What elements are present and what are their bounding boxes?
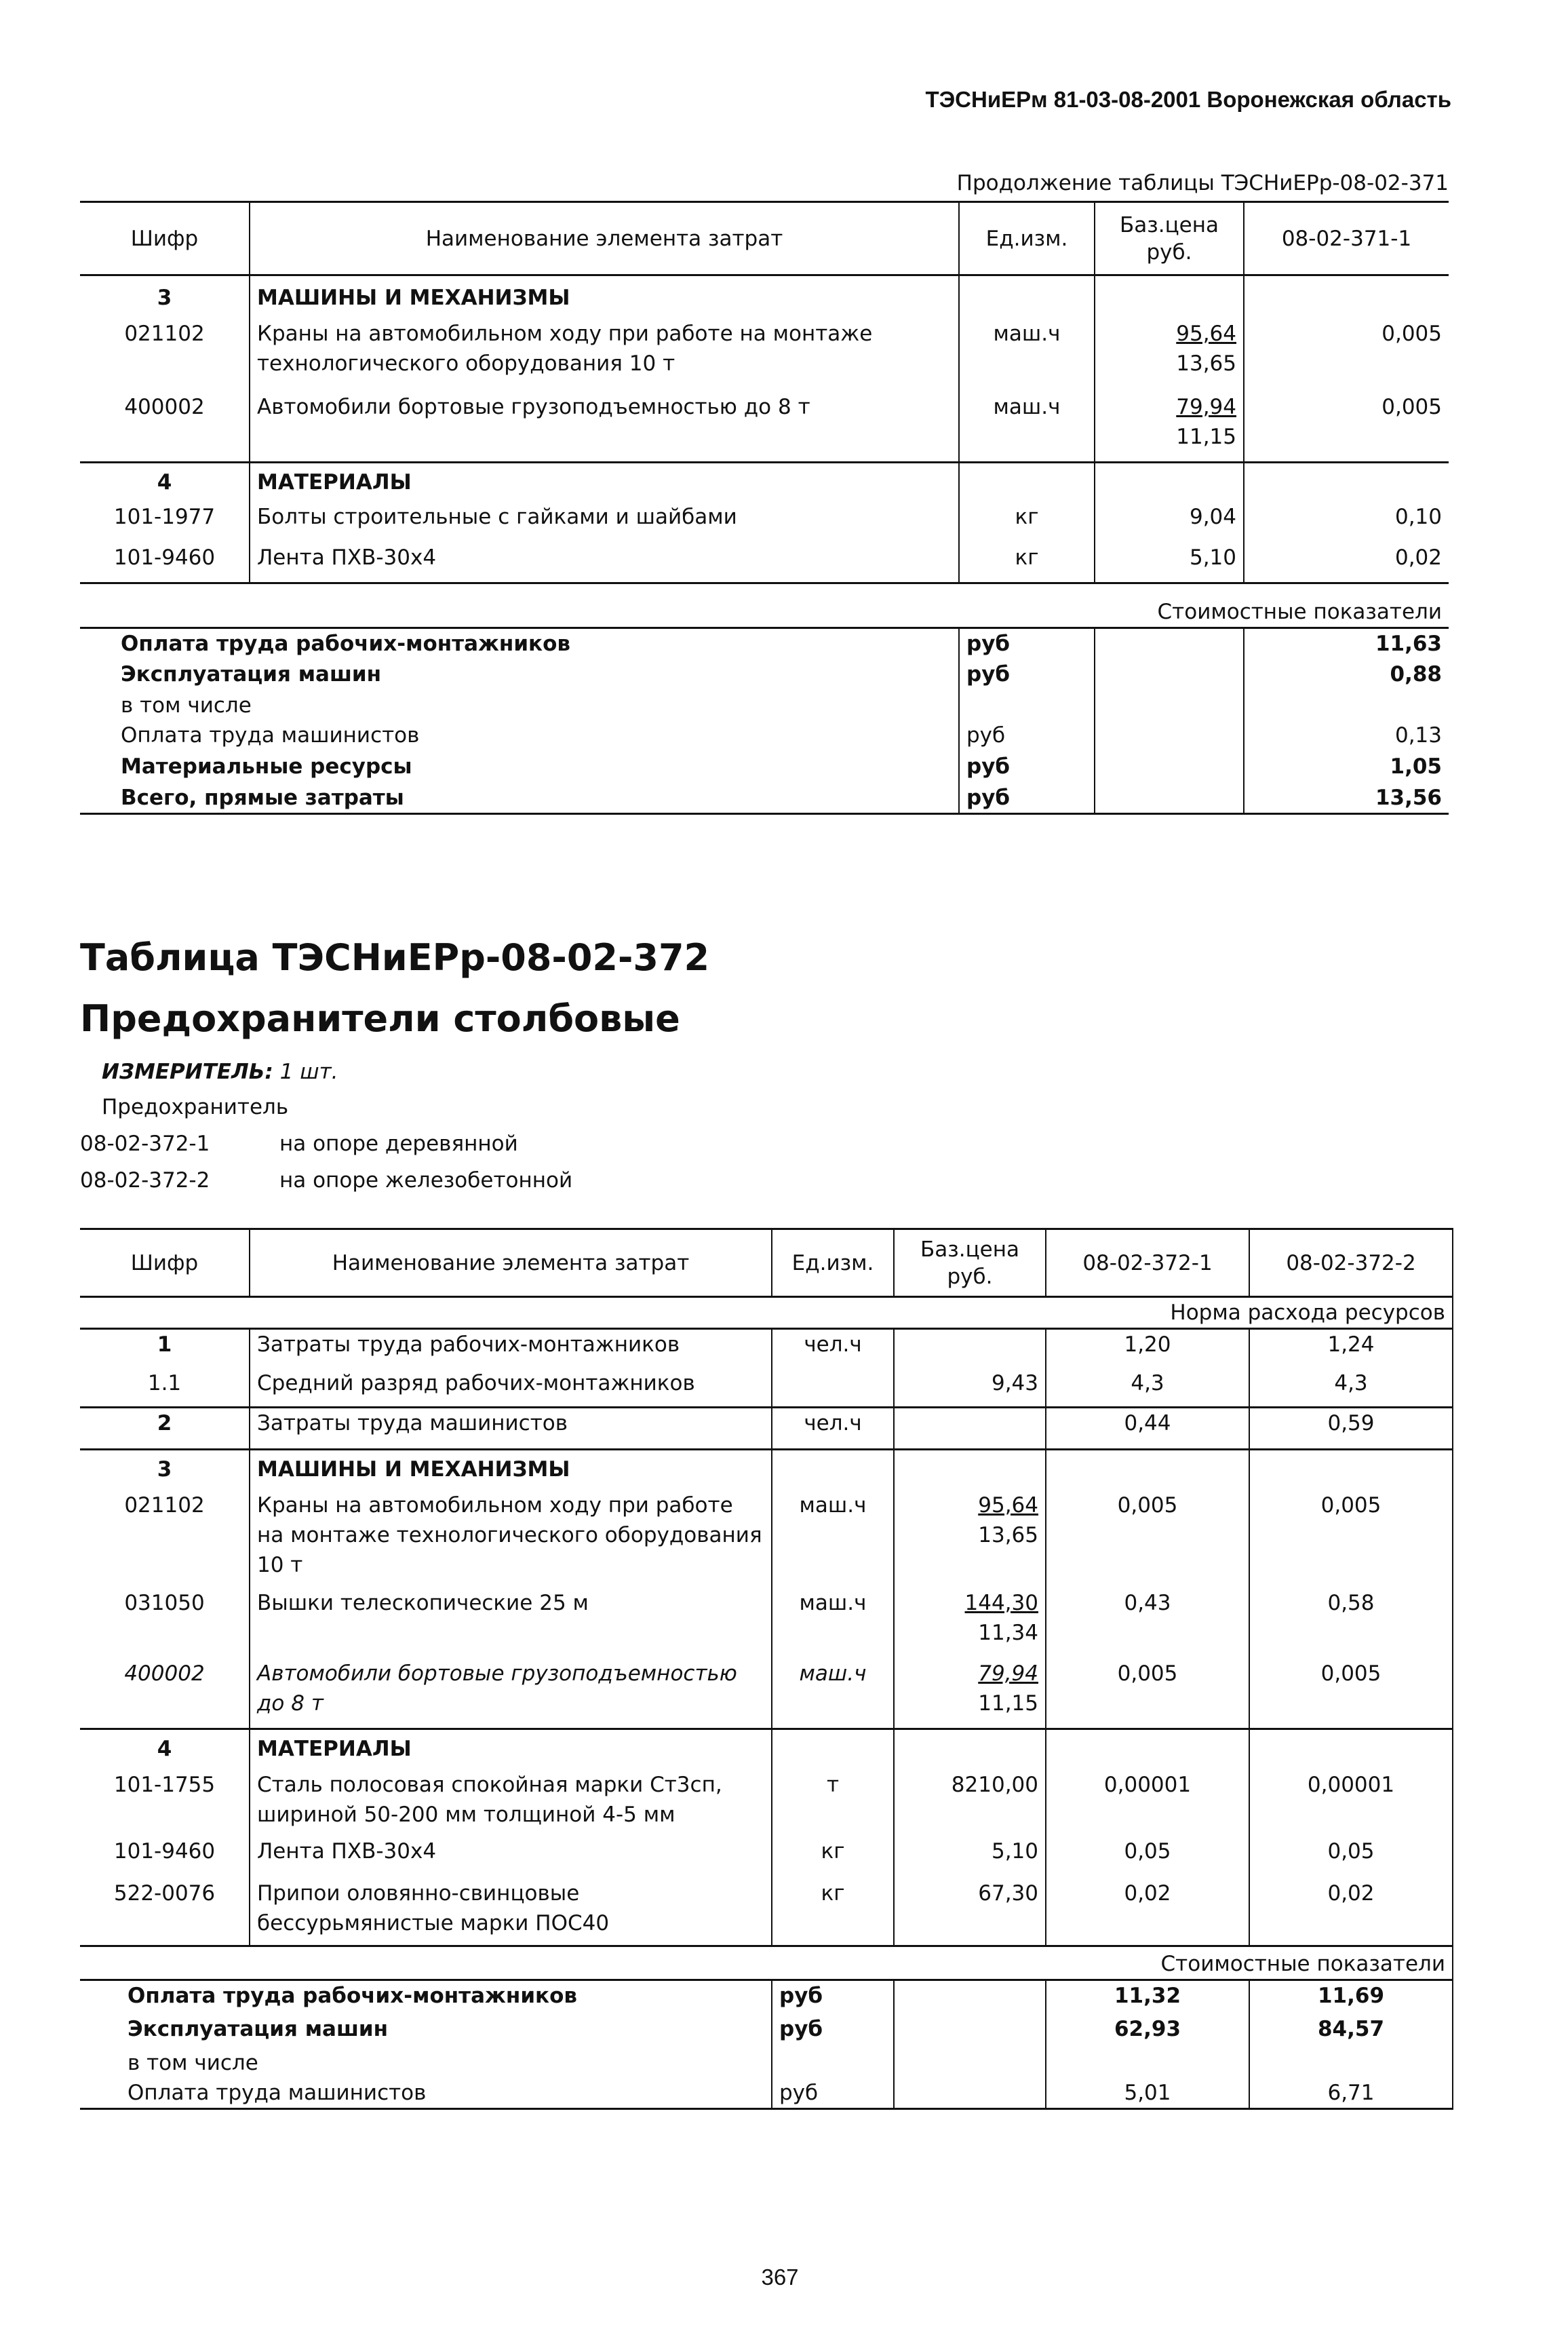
table-row bbox=[80, 2014, 1453, 2048]
col-norm2-header: 08-02-372-2 bbox=[1249, 1229, 1453, 1297]
row-name: Припои оловянно-свинцовые бессурьмянистые марки ПОС40 bbox=[250, 1878, 772, 1946]
row-code: 2 bbox=[80, 1408, 250, 1450]
table-371 bbox=[80, 201, 1449, 815]
table-row bbox=[80, 392, 1449, 463]
row-name: Болты строительные с гайками и шайбами bbox=[250, 502, 959, 543]
cost-name: Материальные ресурсы bbox=[121, 754, 412, 779]
cost-value: 0,13 bbox=[1244, 720, 1449, 752]
row-value-1: 0,005 bbox=[1046, 1659, 1249, 1729]
section-title: МАТЕРИАЛЫ bbox=[250, 463, 959, 502]
table-row bbox=[80, 1980, 1453, 2014]
cost-name: в том числе bbox=[128, 2050, 258, 2075]
cost-unit: руб bbox=[959, 720, 1095, 752]
row-unit: кг bbox=[772, 1878, 894, 1946]
table-row bbox=[80, 1878, 1453, 1946]
row-price: 9,04 bbox=[1095, 502, 1244, 543]
table-row bbox=[80, 752, 1449, 783]
cost-value-2: 11,69 bbox=[1249, 1980, 1453, 2014]
table-subtitle: Предохранители столбовые bbox=[80, 997, 680, 1040]
row-value-1: 0,05 bbox=[1046, 1836, 1249, 1878]
row-code: 101-9460 bbox=[113, 1838, 216, 1864]
col-name-header: Наименование элемента затрат bbox=[250, 202, 959, 275]
cost-unit: руб bbox=[959, 659, 1095, 691]
cost-value: 13,56 bbox=[1244, 783, 1449, 814]
variant-desc: на опоре деревянной bbox=[279, 1132, 518, 1156]
cost-value-1: 5,01 bbox=[1046, 2078, 1249, 2109]
row-value-1: 4,3 bbox=[1046, 1368, 1249, 1408]
col-unit-header: Ед.изм. bbox=[772, 1229, 894, 1297]
row-name: Вышки телескопические 25 м bbox=[250, 1588, 772, 1659]
section-code: 3 bbox=[157, 1457, 172, 1482]
section-title: МАШИНЫ И МЕХАНИЗМЫ bbox=[250, 1450, 772, 1490]
row-value-2: 1,24 bbox=[1249, 1329, 1453, 1368]
cost-unit: руб bbox=[959, 783, 1095, 814]
row-code: 1.1 bbox=[80, 1368, 250, 1408]
row-value-1: 0,43 bbox=[1046, 1588, 1249, 1659]
row-price-sub: 11,34 bbox=[978, 1620, 1038, 1645]
row-value-1: 0,44 bbox=[1046, 1408, 1249, 1450]
row-code: 101-1977 bbox=[113, 504, 216, 529]
row-unit: маш.ч bbox=[772, 1659, 894, 1729]
col-norm1-header: 08-02-372-1 bbox=[1046, 1229, 1249, 1297]
table-row bbox=[80, 1408, 1453, 1450]
cost-value-2: 84,57 bbox=[1249, 2014, 1453, 2048]
row-unit: маш.ч bbox=[959, 319, 1095, 392]
row-price: 95,64 bbox=[1176, 321, 1236, 346]
row-name: Автомобили бортовые грузоподъемностью до 8 т bbox=[250, 1659, 772, 1729]
row-price: 9,43 bbox=[894, 1368, 1046, 1408]
cost-name: в том числе bbox=[121, 693, 252, 718]
row-value-2: 0,00001 bbox=[1249, 1770, 1453, 1836]
row-name: Лента ПХВ-30х4 bbox=[250, 543, 959, 583]
row-code: 021102 bbox=[124, 321, 205, 346]
section-title: МАШИНЫ И МЕХАНИЗМЫ bbox=[250, 275, 959, 319]
cost-value: 1,05 bbox=[1244, 752, 1449, 783]
row-price: 79,94 bbox=[978, 1661, 1038, 1686]
variant-desc: на опоре железобетонной bbox=[279, 1168, 573, 1193]
table-row bbox=[80, 2078, 1453, 2109]
row-value-2: 0,59 bbox=[1249, 1408, 1453, 1450]
row-unit: кг bbox=[959, 502, 1095, 543]
row-name: Краны на автомобильном ходу при работе на монтаже технологического оборудования 10 т bbox=[250, 1490, 772, 1588]
table-row bbox=[80, 1368, 1453, 1408]
row-value-2: 0,005 bbox=[1249, 1490, 1453, 1588]
row-unit: маш.ч bbox=[772, 1588, 894, 1659]
col-code-header: Шифр bbox=[80, 1229, 250, 1297]
row-code: 1 bbox=[157, 1332, 172, 1357]
row-unit: кг bbox=[772, 1836, 894, 1878]
row-name: Затраты труда машинистов bbox=[250, 1408, 772, 1450]
variant-code: 08-02-372-2 bbox=[80, 1168, 210, 1193]
cost-indicators-label: Стоимостные показатели bbox=[80, 1946, 1453, 1980]
row-value-2: 0,58 bbox=[1249, 1588, 1453, 1659]
table-row bbox=[80, 1490, 1453, 1588]
row-unit: маш.ч bbox=[959, 392, 1095, 463]
row-price: 5,10 bbox=[894, 1836, 1046, 1878]
cost-unit: руб bbox=[959, 752, 1095, 783]
meter-value: 1 шт. bbox=[279, 1060, 338, 1084]
table-row bbox=[80, 628, 1449, 659]
norm-label: Норма расхода ресурсов bbox=[80, 1297, 1453, 1329]
table-row bbox=[80, 720, 1449, 752]
row-name: Лента ПХВ-30х4 bbox=[250, 1836, 772, 1878]
cost-value-2: 6,71 bbox=[1249, 2078, 1453, 2109]
page-number: 367 bbox=[761, 2264, 799, 2290]
item-name: Предохранитель bbox=[102, 1095, 289, 1119]
cost-unit: руб bbox=[772, 1980, 894, 2014]
row-value: 0,005 bbox=[1244, 392, 1449, 463]
row-name: Затраты труда рабочих-монтажников bbox=[250, 1329, 772, 1368]
cost-unit: руб bbox=[959, 628, 1095, 659]
table-row bbox=[80, 543, 1449, 583]
table-row bbox=[80, 502, 1449, 543]
row-value-2: 0,005 bbox=[1249, 1659, 1453, 1729]
table-title: Таблица ТЭСНиЕРр-08-02-372 bbox=[80, 936, 710, 979]
section-code: 4 bbox=[157, 1737, 172, 1761]
row-value-2: 0,05 bbox=[1249, 1836, 1453, 1878]
row-value: 0,10 bbox=[1244, 502, 1449, 543]
cost-name: Оплата труда рабочих-монтажников bbox=[121, 632, 570, 656]
section-code: 4 bbox=[157, 470, 172, 495]
row-name: Средний разряд рабочих-монтажников bbox=[250, 1368, 772, 1408]
row-price-sub: 13,65 bbox=[978, 1522, 1038, 1547]
row-code: 400002 bbox=[80, 1659, 250, 1729]
cost-name: Оплата труда рабочих-монтажников bbox=[128, 1984, 577, 2008]
cost-name: Всего, прямые затраты bbox=[80, 783, 959, 814]
row-value: 0,005 bbox=[1244, 319, 1449, 392]
row-unit: чел.ч bbox=[772, 1408, 894, 1450]
row-value-2: 4,3 bbox=[1249, 1368, 1453, 1408]
row-code: 522-0076 bbox=[113, 1881, 216, 1906]
row-price: 67,30 bbox=[894, 1878, 1046, 1946]
row-price-sub: 11,15 bbox=[978, 1691, 1038, 1716]
col-price-header: Баз.цена руб. bbox=[1095, 202, 1244, 275]
table-row bbox=[80, 1836, 1453, 1878]
row-value-1: 0,02 bbox=[1046, 1878, 1249, 1946]
row-code: 101-1755 bbox=[113, 1772, 216, 1797]
table-row bbox=[80, 783, 1449, 814]
page-header: ТЭСНиЕРм 81-03-08-2001 Воронежская область bbox=[925, 87, 1451, 112]
col-unit-header: Ед.изм. bbox=[959, 202, 1095, 275]
row-code: 400002 bbox=[80, 392, 250, 463]
row-name: Сталь полосовая спокойная марки Ст3сп, шириной 50-200 мм толщиной 4-5 мм bbox=[250, 1770, 772, 1836]
row-code: 101-9460 bbox=[113, 545, 216, 570]
cost-value-1: 62,93 bbox=[1046, 2014, 1249, 2048]
row-value-1: 0,005 bbox=[1046, 1490, 1249, 1588]
row-name: Краны на автомобильном ходу при работе на монтаже технологического оборудования 10 т bbox=[250, 319, 959, 392]
section-code: 3 bbox=[157, 286, 172, 310]
row-price-sub: 11,15 bbox=[1176, 424, 1236, 449]
cost-unit: руб bbox=[772, 2078, 894, 2109]
row-price: 144,30 bbox=[964, 1590, 1038, 1615]
row-value-2: 0,02 bbox=[1249, 1878, 1453, 1946]
table-row bbox=[80, 659, 1449, 691]
col-code-header: Шифр bbox=[80, 202, 250, 275]
cost-value: 11,63 bbox=[1244, 628, 1449, 659]
row-unit: кг bbox=[959, 543, 1095, 583]
cost-name: Оплата труда машинистов bbox=[121, 722, 420, 748]
continuation-note: Продолжение таблицы ТЭСНиЕРр-08-02-371 bbox=[956, 171, 1449, 195]
row-code: 031050 bbox=[124, 1590, 205, 1615]
row-unit: чел.ч bbox=[772, 1329, 894, 1368]
cost-value-1: 11,32 bbox=[1046, 1980, 1249, 2014]
cost-name: Эксплуатация машин bbox=[121, 661, 382, 687]
row-price-sub: 13,65 bbox=[1176, 351, 1236, 376]
meter-label: ИЗМЕРИТЕЛЬ: bbox=[102, 1060, 273, 1084]
row-price: 95,64 bbox=[978, 1492, 1038, 1518]
table-row bbox=[80, 1588, 1453, 1659]
table-372 bbox=[80, 1228, 1453, 2110]
row-unit: т bbox=[772, 1770, 894, 1836]
row-value-1: 1,20 bbox=[1046, 1329, 1249, 1368]
table-row bbox=[80, 1770, 1453, 1836]
cost-indicators-label: Стоимостные показатели bbox=[80, 583, 1449, 628]
col-name-header: Наименование элемента затрат bbox=[250, 1229, 772, 1297]
variant-code: 08-02-372-1 bbox=[80, 1132, 210, 1156]
row-value-1: 0,00001 bbox=[1046, 1770, 1249, 1836]
row-price: 8210,00 bbox=[894, 1770, 1046, 1836]
row-value: 0,02 bbox=[1244, 543, 1449, 583]
cost-value: 0,88 bbox=[1244, 659, 1449, 691]
section-title: МАТЕРИАЛЫ bbox=[250, 1729, 772, 1770]
row-price: 5,10 bbox=[1095, 543, 1244, 583]
table-row bbox=[80, 1659, 1453, 1729]
row-code: 021102 bbox=[124, 1492, 205, 1518]
cost-name: Эксплуатация машин bbox=[128, 2016, 389, 2041]
row-price: 79,94 bbox=[1176, 394, 1236, 419]
table-row bbox=[80, 1329, 1453, 1368]
table-row bbox=[80, 319, 1449, 392]
row-unit: маш.ч bbox=[772, 1490, 894, 1588]
col-norm-header: 08-02-371-1 bbox=[1244, 202, 1449, 275]
row-name: Автомобили бортовые грузоподъемностью до 8 т bbox=[250, 392, 959, 463]
cost-unit: руб bbox=[772, 2014, 894, 2048]
col-price-header: Баз.цена руб. bbox=[894, 1229, 1046, 1297]
cost-name: Оплата труда машинистов bbox=[80, 2078, 772, 2109]
